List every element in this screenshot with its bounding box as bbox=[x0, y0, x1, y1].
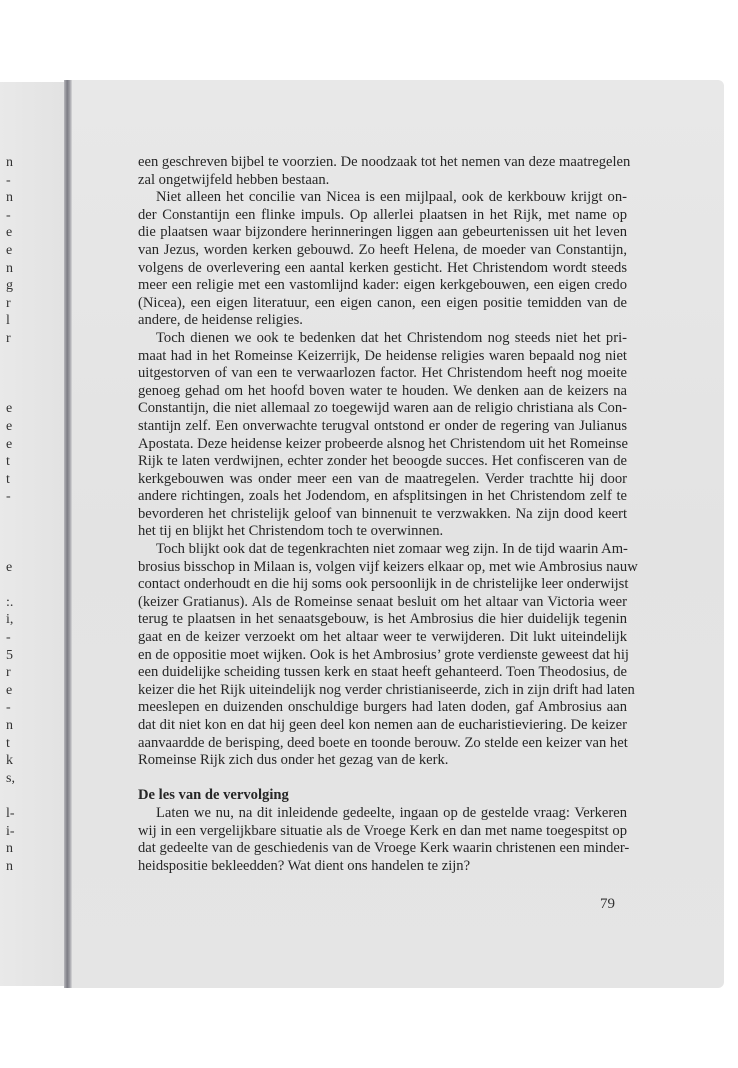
paragraph-line: dat gedeelte van de geschiedenis van de Vroege Kerk waarin christenen een minder- bbox=[138, 840, 630, 857]
page-body-text bbox=[138, 154, 638, 875]
paragraph-line: aanvaardde de berisping, deed boete en toonde berouw. Zo stelde een keizer van het bbox=[138, 734, 628, 751]
paragraph-line: der Constantijn een flinke impuls. Op allerlei plaatsen in het Rijk, met name op bbox=[138, 206, 627, 223]
left-page-fragment: n bbox=[6, 858, 13, 874]
paragraph-line: en de oppositie moet wijken. Ook is het Ambrosius’ grote verdienste geweest dat hij bbox=[138, 646, 629, 663]
paragraph-line: Niet alleen het concilie van Nicea is een mijlpaal, ook de kerkbouw krijgt on- bbox=[156, 189, 627, 206]
left-page-fragment: n bbox=[6, 841, 13, 857]
section-heading: De les van de vervolging bbox=[138, 787, 289, 804]
paragraph-line: meer een religie met een vastomlijnd kader: eigen kerkgebouwen, een eigen credo bbox=[138, 277, 627, 294]
paragraph-line: van Jezus, worden kerken gebouwd. Zo heeft Helena, de moeder van Constantijn, bbox=[138, 241, 627, 258]
paragraph-line: zal ongetwijfeld hebben bestaan. bbox=[138, 171, 330, 188]
left-page-fragment bbox=[6, 365, 26, 383]
left-page-fragment: - bbox=[6, 630, 11, 646]
left-page-fragment bbox=[6, 576, 26, 594]
blank-line bbox=[138, 770, 627, 788]
left-page-fragment: t bbox=[6, 735, 10, 751]
left-page-fragment: i- bbox=[6, 823, 15, 839]
paragraph-line: heidspositie bekleedden? Wat dient ons handelen te zijn? bbox=[138, 857, 471, 874]
left-page-fragment: 5 bbox=[6, 647, 13, 663]
left-page-fragment: e bbox=[6, 418, 13, 434]
paragraph-line: wij in een vergelijkbare situatie als de Vroege Kerk en dan met name toegespitst op bbox=[138, 822, 627, 839]
left-page-text-fragments bbox=[6, 154, 26, 875]
left-page-fragment bbox=[6, 787, 26, 805]
left-page-fragment: r bbox=[6, 295, 11, 311]
paragraph-line: een geschreven bijbel te voorzien. De noodzaak tot het nemen van deze maatregelen bbox=[138, 154, 631, 170]
paragraph-line: volgens de overlevering een aantal kerken gesticht. Het Christendom wordt steeds bbox=[138, 259, 627, 276]
paragraph-line: keizer die het Rijk uiteindelijk nog verder christianiseerde, zich in zijn drift had laten bbox=[138, 681, 635, 698]
paragraph-line: andere richtingen, zoals het Jodendom, en afsplitsingen in het Christendom zelf te bbox=[138, 488, 627, 505]
left-page-fragment: l bbox=[6, 313, 10, 329]
left-page-fragment: e bbox=[6, 559, 13, 575]
paragraph-line: terug te plaatsen in het senaatsgebouw, is het Ambrosius die hier duidelijk tegenin bbox=[138, 611, 627, 628]
left-page-fragment bbox=[6, 541, 26, 559]
paragraph-line: maat had in het Romeinse Keizerrijk, De heidense religies waren bepaald nog niet bbox=[138, 347, 627, 364]
paragraph-line: (keizer Gratianus). Als de Romeinse senaat besluit om het altaar van Victoria weer bbox=[138, 593, 627, 610]
left-page-fragment: e bbox=[6, 682, 13, 698]
left-page-fragment: s, bbox=[6, 770, 15, 786]
paragraph-line: het tij en blijkt het Christendom toch te overwinnen. bbox=[138, 523, 444, 540]
left-page-fragment: - bbox=[6, 700, 11, 716]
paragraph-line: andere, de heidense religies. bbox=[138, 312, 303, 329]
book-gutter bbox=[64, 80, 72, 988]
left-page-fragment: n bbox=[6, 190, 13, 206]
left-page-fragment: r bbox=[6, 665, 11, 681]
paragraph-line: uitgestorven of van een te verwaarlozen factor. Het Christendom heeft nog moeite bbox=[138, 365, 627, 382]
paragraph-line: Apostata. Deze heidense keizer probeerde alsnog het Christendom uit het Romeinse bbox=[138, 435, 628, 452]
left-page-fragment: e bbox=[6, 242, 13, 258]
left-page-fragment bbox=[6, 506, 26, 524]
paragraph-line: contact onderhoudt en die hij soms ook persoonlijk in de christelijke leer onderwijst bbox=[138, 576, 629, 593]
left-page-fragment bbox=[6, 383, 26, 401]
page-number: 79 bbox=[600, 896, 615, 912]
paragraph-line: meeslepen en duizenden onschuldige burgers had laten doden, gaf Ambrosius aan bbox=[138, 699, 627, 716]
left-page-fragment bbox=[6, 348, 26, 366]
left-page-fragment: t bbox=[6, 454, 10, 470]
left-page-fragment: e bbox=[6, 401, 13, 417]
paragraph-line: Rijk te laten verdwijnen, echter zonder het beoogde succes. Het confisceren van de bbox=[138, 453, 627, 470]
paragraph-line: dat dit niet kon en dat hij geen deel kon nemen aan de eucharistieviering. De keizer bbox=[138, 717, 627, 733]
paragraph-line: Romeinse Rijk zich dus onder het gezag van de kerk. bbox=[138, 752, 449, 769]
left-page-fragment: l- bbox=[6, 805, 15, 821]
left-page-fragment: :. bbox=[6, 594, 14, 610]
paragraph-line: Laten we nu, na dit inleidende gedeelte, ingaan op de gestelde vraag: Verkeren bbox=[156, 804, 627, 821]
left-page-fragment: e bbox=[6, 225, 13, 241]
paragraph-line: Toch dienen we ook te bedenken dat het Christendom nog steeds niet het pri- bbox=[156, 329, 627, 346]
left-page-fragment: - bbox=[6, 207, 11, 223]
paragraph-line: brosius bisschop in Milaan is, volgen vijf keizers elkaar op, met wie Ambrosius nauw bbox=[138, 558, 638, 575]
paragraph-line: Toch blijkt ook dat de tegenkrachten niet zomaar weg zijn. In de tijd waarin Am- bbox=[156, 541, 628, 558]
left-page-fragment: n bbox=[6, 718, 13, 733]
left-page-fragment: n bbox=[6, 260, 13, 276]
paragraph-line: bevorderen het christelijk geloof van binnenuit te verzwakken. Na zijn dood keert bbox=[138, 505, 627, 522]
paragraph-line: gaat en de keizer verzoekt om het altaar weer te verwijderen. Dit lukt uiteindelijk bbox=[138, 629, 627, 646]
left-page-fragment: i, bbox=[6, 612, 14, 628]
paragraph-line: een duidelijke scheiding tussen kerk en staat heeft gehanteerd. Toen Theodosius, de bbox=[138, 664, 627, 681]
paragraph-line: Constantijn, die niet allemaal zo toegewijd waren aan de religio christiana als Con- bbox=[138, 400, 627, 417]
left-page-fragment bbox=[6, 523, 26, 541]
paragraph-line: stantijn zelf. Een onverwachte terugval ontstond er onder de regering van Julianus bbox=[138, 417, 627, 434]
left-page-fragment: - bbox=[6, 172, 11, 188]
left-page-fragment: - bbox=[6, 489, 11, 505]
left-page-fragment: e bbox=[6, 436, 13, 452]
paragraph-line: kerkgebouwen was onder meer een van de maatregelen. Verder trachtte hij door bbox=[138, 470, 627, 487]
left-page-fragment: k bbox=[6, 753, 13, 769]
left-page-fragment: n bbox=[6, 155, 13, 170]
paragraph-line: genoeg gehad om het hoofd boven water te houden. We denken aan de keizers na bbox=[138, 382, 627, 399]
paragraph-line: (Nicea), een eigen literatuur, een eigen canon, een eigen positie temidden van de bbox=[138, 294, 627, 311]
paragraph-line: die plaatsen waar bijzondere herinneringen liggen aan gebeurtenissen uit het leven bbox=[138, 224, 627, 241]
left-page-fragment: t bbox=[6, 471, 10, 487]
left-page-fragment: r bbox=[6, 330, 11, 346]
left-page-fragment: g bbox=[6, 278, 13, 294]
